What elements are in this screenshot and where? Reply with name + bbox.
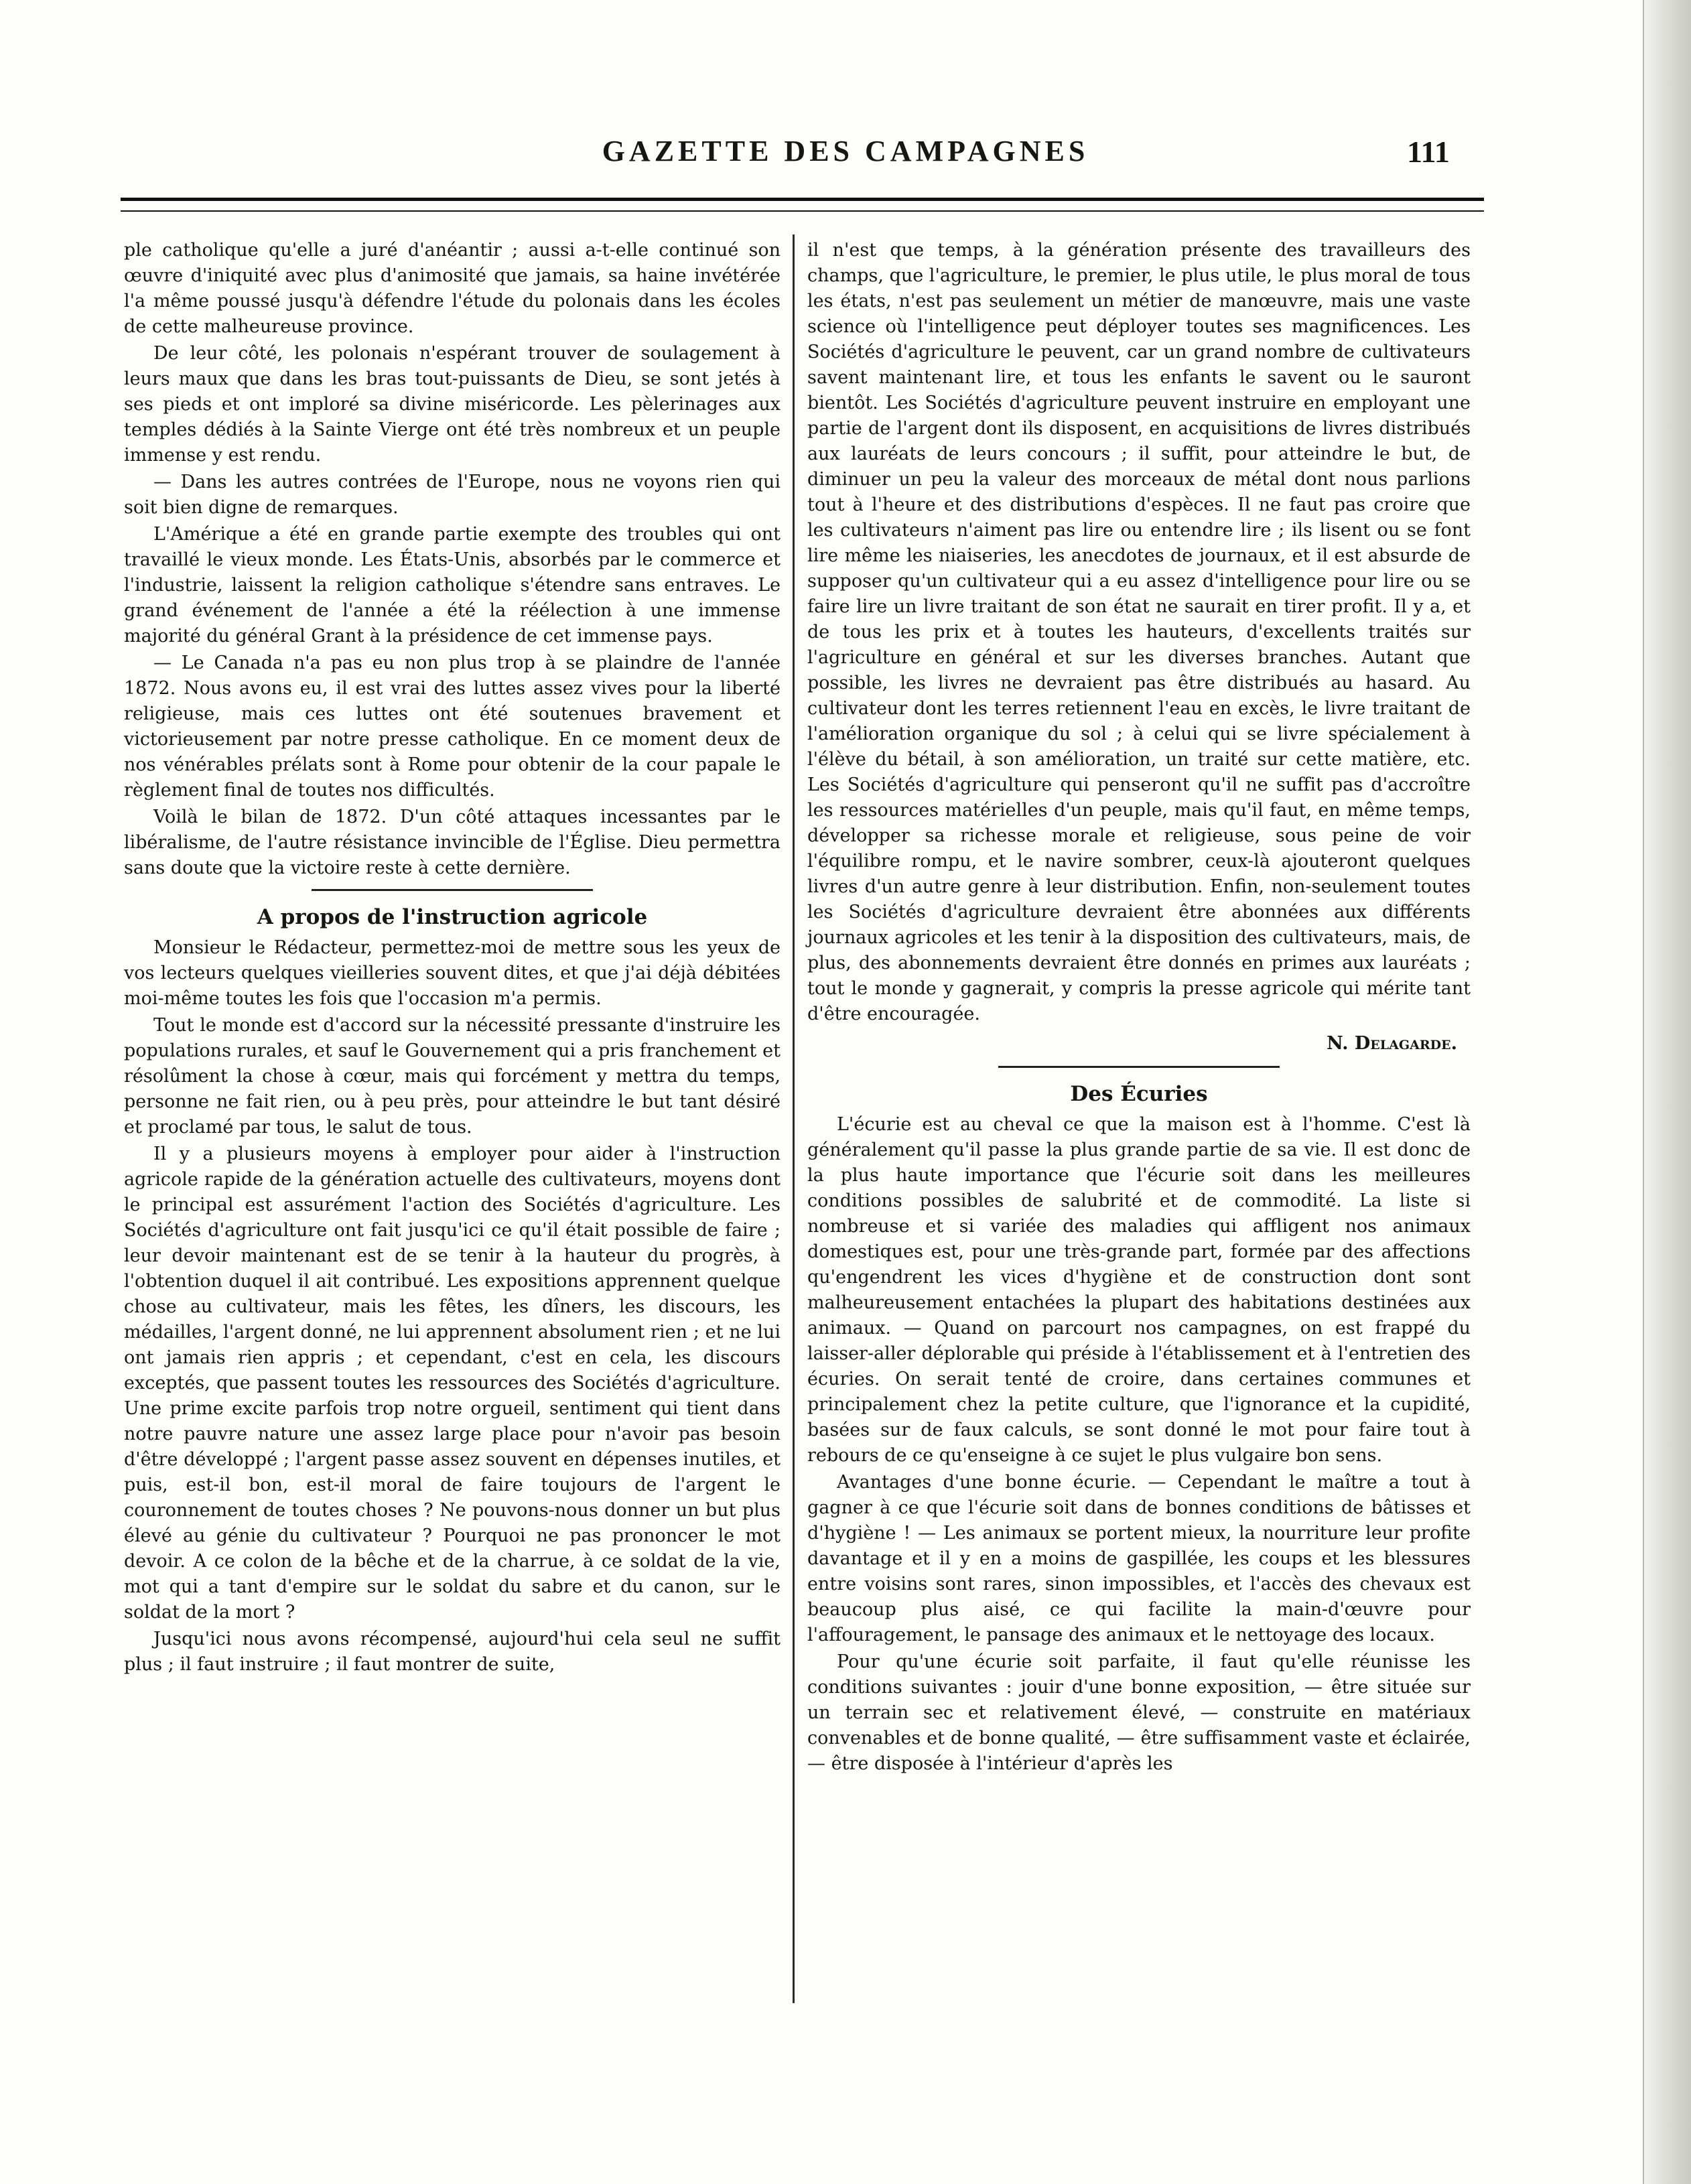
paragraph: L'écurie est au cheval ce que la maison est à l'homme. C'est là généralement qu'il passe la plus grande partie de sa vie. Il est donc de la plus haute importance que l'écurie soit dans les meilleures conditions possibles de salubrité et de commodité. La liste si nombreuse et si variée des maladies qui affligent nos animaux domestiques est, pour une très-grande part, formée par des affections qu'engendrent les vices d'hygiène et de construction dont sont malheureusement entachées la plupart des habitations destinées aux animaux. — Quand on parcourt nos campagnes, on est frappé du laisser-aller déplorable qui préside à l'établissement et à l'entretien des écuries. On serait tenté de croire, dans certaines communes et principalement chez la petite culture, que l'ignorance et la cupidité, basées sur de faux calculs, se sont donné le mot pour faire tout à rebours de ce qu'enseigne à ce sujet le plus vulgaire bon sens. <box>807 1114 1471 1466</box>
section-title: A propos de l'instruction agricole <box>257 905 648 929</box>
paragraph: Monsieur le Rédacteur, permettez-moi de mettre sous les yeux de vos lecteurs quelques vieilleries souvent dites, et que j'ai déjà débitées moi-même toutes les fois que l'occasion m'a permis. <box>124 937 781 1009</box>
paragraph: L'Amérique a été en grande partie exempte des troubles qui ont travaillé le vieux monde. Les États-Unis, absorbés par le commerce et l'industrie, laissent la religion catholique s'étendre sans entraves. Le grand événement de l'année a été la réélection à une immense majorité du général Grant à la présidence de cet immense pays. <box>124 524 781 646</box>
section-title: Des Écuries <box>1070 1082 1208 1106</box>
paragraph: ple catholique qu'elle a juré d'anéantir ; aussi a-t-elle continué son œuvre d'iniquité avec plus d'animosité que jamais, sa haine invétérée l'a même poussé jusqu'à défendre l'étude du polonais dans les écoles de cette malheureuse province. <box>124 240 781 337</box>
header-rule <box>121 198 1484 212</box>
page-header <box>0 134 1691 181</box>
section-ornament <box>312 889 593 898</box>
paragraph: Il y a plusieurs moyens à employer pour aider à l'instruction agricole rapide de la génération actuelle des cultivateurs, moyens dont le principal est assurément l'action des Sociétés d'agriculture. Les Sociétés d'agriculture ont fait jusqu'ici ce qu'il était possible de faire ; leur devoir maintenant est de se tenir à la hauteur du progrès, à l'obtention duquel il ait contribué. Les expositions apprennent quelque chose au cultivateur, mais les fêtes, les dîners, les discours, les médailles, l'argent donné, ne lui apprennent absolument rien ; et ne lui ont jamais rien appris ; et cependant, c'est en cela, les discours exceptés, que passent toutes les ressources des Sociétés d'agriculture. Une prime excite parfois trop notre orgueil, sentiment qui tient dans notre pauvre nature une assez large place pour n'avoir pas besoin d'être développé ; l'argent passe assez souvent en dépenses inutiles, et puis, est-il bon, est-il moral de faire toujours de l'argent le couronnement de toutes choses ? Ne pouvons-nous donner un but plus élevé au génie du cultivateur ? Pourquoi ne pas prononcer le mot devoir. A ce colon de la bêche et de la charrue, à ce soldat de la vie, mot qui a tant d'empire sur le soldat du sabre et du canon, sur le soldat de la mort ? <box>124 1144 781 1623</box>
paragraph: Tout le monde est d'accord sur la nécessité pressante d'instruire les populations rurales, et sauf le Gouvernement qui a pris franchement et résolûment la chose à cœur, mais qui forcément y mettra du temps, personne ne fait rien, ou à peu près, pour atteindre le but tant désiré et proclamé par tous, le salut de tous. <box>124 1015 781 1138</box>
paragraph: De leur côté, les polonais n'espérant trouver de soulagement à leurs maux que dans les bras tout-puissants de Dieu, se sont jetés à ses pieds et ont imploré sa divine miséricorde. Les pèlerinages aux temples dédiés à la Sainte Vierge ont été très nombreux et un peuple immense y est rendu. <box>124 343 781 466</box>
author-signature: N. Delagarde. <box>1327 1033 1457 1054</box>
paragraph: — Le Canada n'a pas eu non plus trop à se plaindre de l'année 1872. Nous avons eu, il est vrai des luttes assez vives pour la liberté religieuse, mais ces luttes ont été soutenues bravement et victorieusement par notre presse catholique. En ce moment deux de nos vénérables prélats sont à Rome pour obtenir de la cour papale le règlement final de toutes nos difficultés. <box>124 653 781 801</box>
right-column <box>807 238 1471 1778</box>
paragraph: Jusqu'ici nous avons récompensé, aujourd'hui cela seul ne suffit plus ; il faut instruire ; il faut montrer de suite, <box>124 1629 781 1675</box>
paragraph: — Dans les autres contrées de l'Europe, nous ne voyons rien qui soit bien digne de remarques. <box>124 472 781 518</box>
left-column <box>124 238 781 1679</box>
paragraph: il n'est que temps, à la génération présente des travailleurs des champs, que l'agriculture, le premier, le plus utile, le plus moral de tous les états, n'est pas seulement un métier de manœuvre, mais une vaste science où l'intelligence peut déployer toutes ses magnificences. Les Sociétés d'agriculture le peuvent, car un grand nombre de cultivateurs savent maintenant lire, et tous les enfants le savent ou le sauront bientôt. Les Sociétés d'agriculture peuvent instruire en employant une partie de l'argent dont ils disposent, en acquisitions de livres distribués aux lauréats de leurs concours ; il suffit, pour atteindre le but, de diminuer un peu la valeur des morceaux de métal dont nous parlions tout à l'heure et des distributions d'espèces. Il ne faut pas croire que les cultivateurs n'aiment pas lire ou entendre lire ; ils lisent ou se font lire même les niaiseries, les anecdotes de journaux, et il est absurde de supposer qu'un cultivateur qui a eu assez d'intelligence pour lire ou se faire lire un livre traitant de son état ne saurait en tirer profit. Il y a, et de tous les prix et à toutes les hauteurs, d'excellents traités sur l'agriculture en général et sur les diverses branches. Autant que possible, les livres ne devraient pas être distribués au hasard. Au cultivateur dont les terres retiennent l'eau en excès, le livre traitant de l'amélioration organique du sol ; à celui qui se livre spécialement à l'élève du bétail, à son amélioration, un traité sur cette matière, etc. Les Sociétés d'agriculture qui penseront qu'il ne suffit pas d'accroître les ressources matérielles d'un peuple, mais qu'il faut, en même temps, développer sa richesse morale et religieuse, sous peine de voir l'équilibre rompu, et le navire sombrer, ceux-là ajouteront quelques livres d'un autre genre à leur distribution. Enfin, non-seulement toutes les Sociétés d'agriculture devraient être abonnées aux différents journaux agricoles et les tenir à la disposition des cultivateurs, mais, de plus, des abonnements devraient être donnés en primes aux lauréats ; tout le monde y gagnerait, y compris la presse agricole qui mérite tant d'être encouragée. <box>807 240 1471 1024</box>
newspaper-title: GAZETTE DES CAMPAGNES <box>602 135 1089 167</box>
page-edge-shadow <box>1643 0 1691 2184</box>
page-number: 111 <box>1407 135 1450 169</box>
paragraph: Pour qu'une écurie soit parfaite, il faut qu'elle réunisse les conditions suivantes : jouir d'une bonne exposition, — être située sur un terrain sec et relativement élevé, — construite en matériaux convenables et de bonne qualité, — être suffisamment vaste et éclairée, — être disposée à l'intérieur d'après les <box>807 1651 1471 1774</box>
column-divider <box>793 234 795 2003</box>
section-ornament <box>998 1066 1280 1075</box>
paragraph: Avantages d'une bonne écurie. — Cependant le maître a tout à gagner à ce que l'écurie soit dans de bonnes conditions de bâtisses et d'hygiène ! — Les animaux se portent mieux, la nourriture leur profite davantage et il y en a moins de gaspillée, les coups et les blessures entre voisins sont rares, sinon impossibles, et l'accès des chevaux est beaucoup plus aisé, ce qui facilite la main-d'œuvre pour l'affouragement, le pansage des animaux et le nettoyage des locaux. <box>807 1472 1471 1645</box>
paragraph: Voilà le bilan de 1872. D'un côté attaques incessantes par le libéralisme, de l'autre résistance invincible de l'Église. Dieu permettra sans doute que la victoire reste à cette dernière. <box>124 807 781 878</box>
